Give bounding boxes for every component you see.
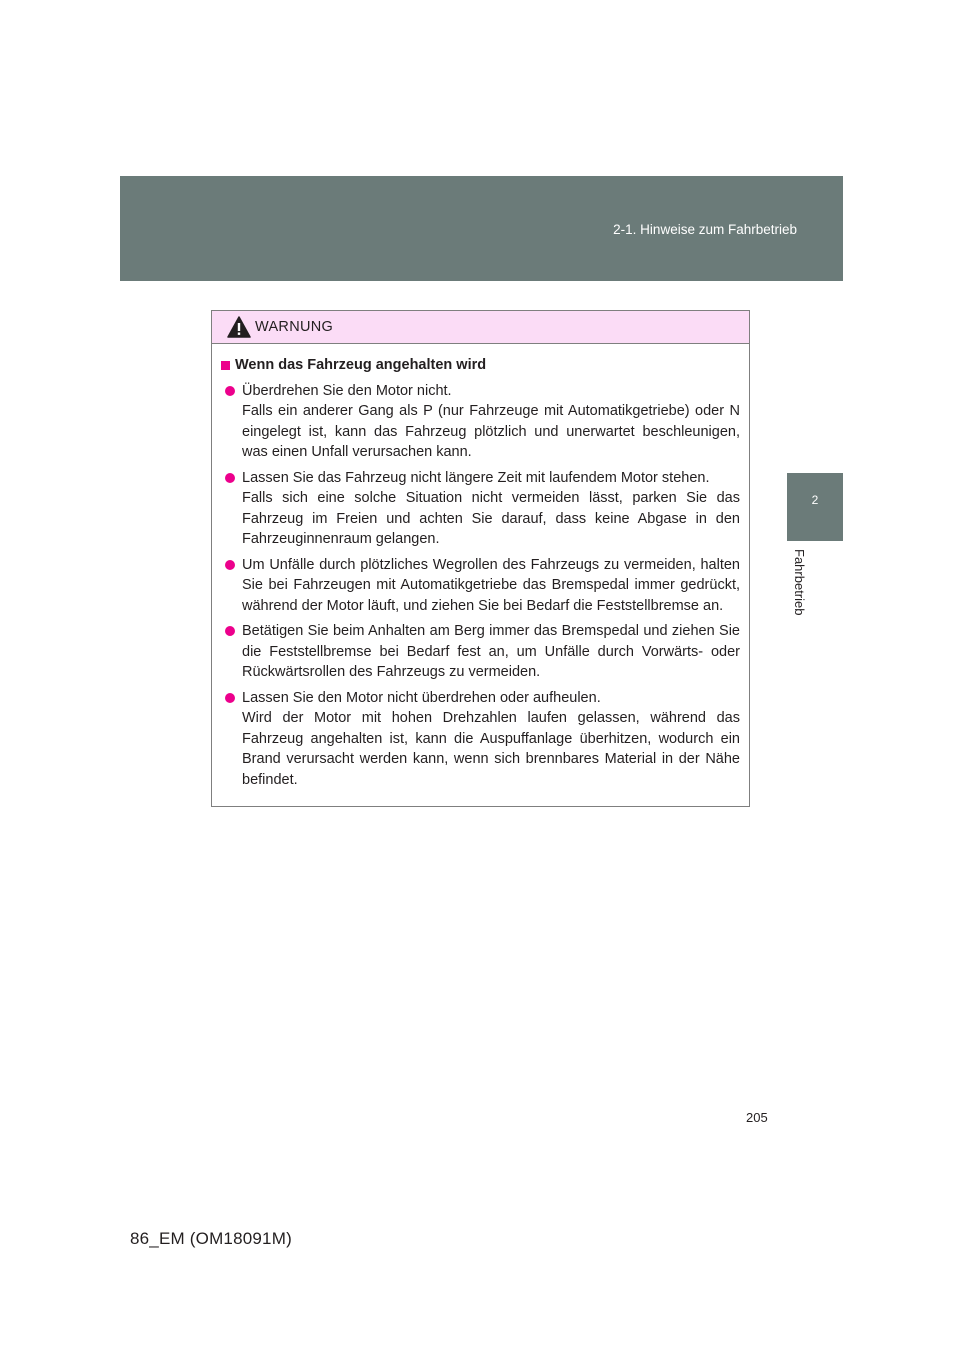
warning-list-item	[221, 688, 740, 791]
chapter-number: 2	[811, 493, 819, 507]
warning-list-item	[221, 468, 740, 550]
warning-list-item	[221, 621, 740, 683]
warning-header	[212, 311, 749, 344]
warning-item-text: Um Unfälle durch plötzliches Wegrollen des Fahrzeugs zu vermeiden, halten Sie bei Fahrzeugen mit Automatikgetriebe das Bremspedal immer gedrückt, während der Motor läuft, und ziehen Sie bei Bedarf die Feststellbremse an.	[242, 556, 740, 614]
round-bullet-icon	[225, 386, 235, 396]
warning-item-text: Falls ein anderer Gang als P (nur Fahrzeuge mit Automatikgetriebe) oder N eingelegt ist, kann das Fahrzeug plötzlich und unerwartet beschleunigen, was einen Unfall verursachen kann.	[242, 403, 740, 460]
warning-item-text: Wird der Motor mit hohen Drehzahlen laufen gelassen, während das Fahrzeug angehalten ist, kann die Auspuffanlage überhitzen, wodurch ein Brand verursacht werden kann, wenn sich brennbares Material in der Nähe befindet.	[242, 710, 740, 788]
chapter-label: Fahrbetrieb	[792, 549, 807, 616]
warning-list-item	[221, 381, 740, 463]
round-bullet-icon	[225, 473, 235, 483]
warning-item-heading: Überdrehen Sie den Motor nicht.	[242, 382, 452, 399]
round-bullet-icon	[225, 560, 235, 570]
warning-item-text: Betätigen Sie beim Anhalten am Berg immer das Bremspedal und ziehen Sie die Feststellbremse bei Bedarf fest an, um Unfälle durch Vorwärts- oder Rückwärtsrollen des Fahrzeugs zu vermeiden.	[242, 623, 740, 680]
header-band	[120, 176, 843, 281]
square-bullet-icon	[221, 361, 230, 370]
round-bullet-icon	[225, 693, 235, 703]
chapter-tab[interactable]	[787, 473, 843, 541]
warning-item-heading: Lassen Sie den Motor nicht überdrehen oder aufheulen.	[242, 689, 601, 706]
round-bullet-icon	[225, 626, 235, 636]
section-title-header: 2-1. Hinweise zum Fahrbetrieb	[613, 222, 797, 237]
warning-label: WARNUNG	[255, 319, 334, 335]
warning-item-text: Falls sich eine solche Situation nicht vermeiden lässt, parken Sie das Fahrzeug im Freien und achten Sie darauf, dass keine Abgase in den Fahrzeuginnenraum gelangen.	[242, 490, 740, 547]
warning-section-title	[221, 355, 740, 376]
warning-body	[212, 344, 749, 790]
page-number: 205	[746, 1110, 768, 1125]
warning-section-title-text: Wenn das Fahrzeug angehalten wird	[235, 357, 487, 373]
document-code: 86_EM (OM18091M)	[130, 1229, 292, 1248]
warning-item-heading: Lassen Sie das Fahrzeug nicht längere Zeit mit laufendem Motor stehen.	[242, 469, 710, 486]
warning-list-item	[221, 555, 740, 617]
warning-box	[211, 310, 750, 807]
warning-triangle-icon	[227, 316, 251, 338]
